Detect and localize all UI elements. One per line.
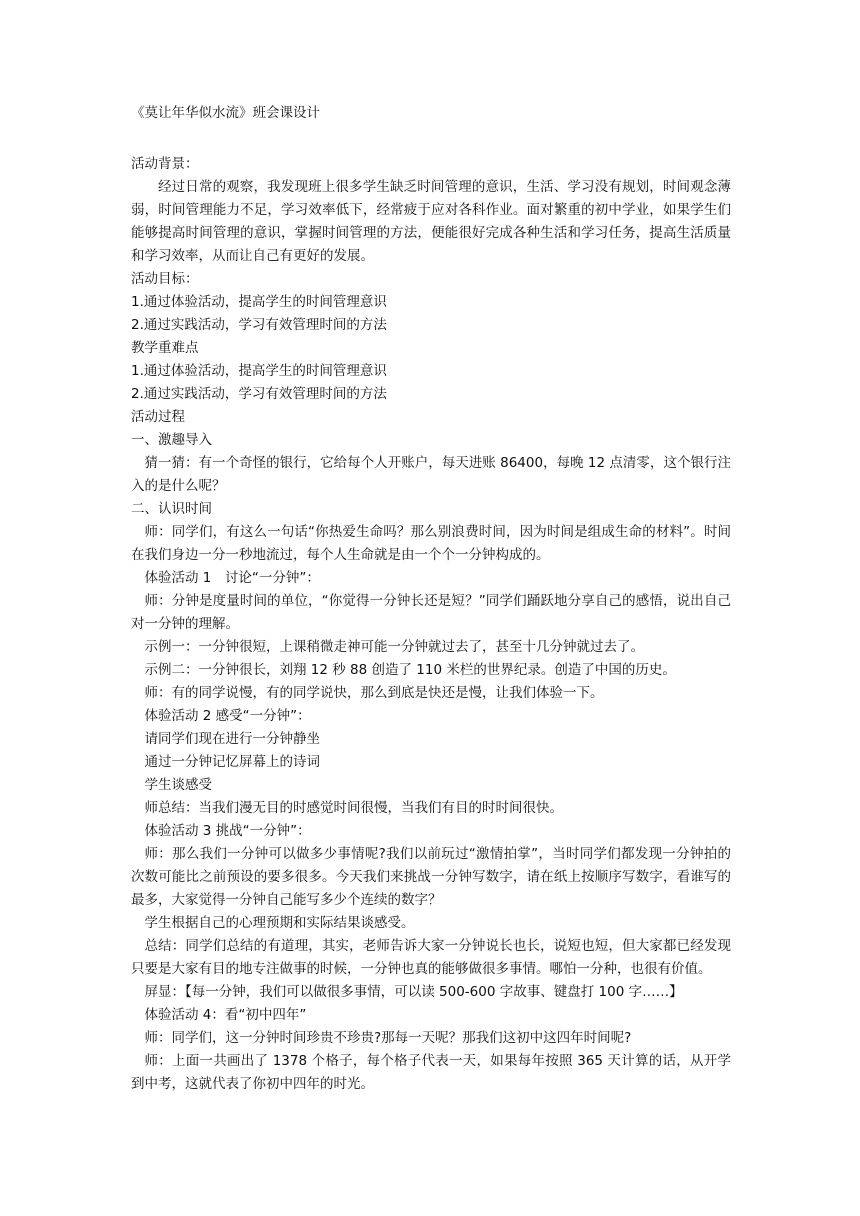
section1-paragraph: 猜一猜：有一个奇怪的银行，它给每个人开账户，每天进账 86400，每晚 12 点清零，这个银行注入的是什么呢？ bbox=[131, 455, 731, 494]
goals-heading: 活动目标： bbox=[131, 271, 199, 287]
activity2-summary-line: 师总结：当我们漫无目的时感觉时间很慢，当我们有目的时时间很快。 bbox=[144, 800, 563, 816]
activity1-heading: 体验活动 1 讨论“一分钟”： bbox=[144, 570, 320, 586]
goal-item: 1.通过体验活动，提高学生的时间管理意识 bbox=[131, 294, 387, 310]
key-point-item: 2.通过实践活动，学习有效管理时间的方法 bbox=[131, 386, 387, 402]
section1-heading: 一、激趣导入 bbox=[131, 432, 212, 448]
activity2-step: 通过一分钟记忆屏幕上的诗词 bbox=[144, 754, 320, 770]
activity3-summary-paragraph: 总结：同学们总结的有道理，其实，老师告诉大家一分钟说长也长，说短也短，但大家都已经发现只要是大家有目的地专注做事的时候，一分钟也真的能够做很多事情。哪怕一分种，也很有价值。 bbox=[131, 938, 731, 977]
process-heading: 活动过程 bbox=[131, 409, 185, 425]
goal-item: 2.通过实践活动，学习有效管理时间的方法 bbox=[131, 317, 387, 333]
key-point-item: 1.通过体验活动，提高学生的时间管理意识 bbox=[131, 363, 387, 379]
screen-display-line: 屏显：【每一分钟，我们可以做很多事情，可以读 500-600 字故事、键盘打 100 字……】 bbox=[144, 984, 683, 1000]
activity4-paragraph: 师：上面一共画出了 1378 个格子，每个格子代表一天，如果每年按照 365 天计算的话，从开学到中考，这就代表了你初中四年的时光。 bbox=[131, 1053, 731, 1092]
activity3-student-line: 学生根据自己的心理预期和实际结果谈感受。 bbox=[144, 915, 415, 931]
background-paragraph: 经过日常的观察，我发现班上很多学生缺乏时间管理的意识，生活、学习没有规划，时间观念薄弱，时间管理能力不足，学习效率低下，经常疲于应对各科作业。面对繁重的初中学业，如果学生们能够提高时间管理的意识，掌握时间管理的方法，便能很好完成各种生活和学习任务，提高生活质量和学习效率，从而让自己有更好的发展。 bbox=[131, 179, 731, 264]
activity1-paragraph: 师：分钟是度量时间的单位，“你觉得一分钟长还是短？”同学们踊跃地分享自己的感悟，说出自己对一分钟的理解。 bbox=[131, 593, 731, 632]
activity4-line: 师：同学们，这一分钟时间珍贵不珍贵?那每一天呢？那我们这初中这四年时间呢? bbox=[144, 1030, 632, 1046]
activity2-step: 学生谈感受 bbox=[144, 777, 212, 793]
section2-intro-paragraph: 师：同学们，有这么一句话“你热爱生命吗？那么别浪费时间，因为时间是组成生命的材料”。时间在我们身边一分一秒地流过，每个人生命就是由一个个一分钟构成的。 bbox=[131, 524, 731, 563]
example2-line: 示例二：一分钟很长，刘翔 12 秒 88 创造了 110 米栏的世界纪录。创造了中国的历史。 bbox=[144, 662, 676, 678]
activity3-heading: 体验活动 3 挑战“一分钟”： bbox=[144, 823, 311, 839]
key-points-heading: 教学重难点 bbox=[131, 340, 199, 356]
example1-line: 示例一：一分钟很短，上课稍微走神可能一分钟就过去了，甚至十几分钟就过去了。 bbox=[144, 639, 644, 655]
activity2-step: 请同学们现在进行一分钟静坐 bbox=[144, 731, 320, 747]
activity2-heading: 体验活动 2 感受“一分钟”： bbox=[144, 708, 311, 724]
document-body bbox=[131, 102, 731, 1096]
activity4-heading: 体验活动 4：看“初中四年” bbox=[144, 1007, 307, 1023]
activity3-paragraph: 师：那么我们一分钟可以做多少事情呢?我们以前玩过“激情拍掌”，当时同学们都发现一分钟拍的次数可能比之前预设的要多很多。今天我们来挑战一分钟写数字，请在纸上按顺序写数字，看谁写的最多，大家觉得一分钟自己能写多少个连续的数字？ bbox=[131, 846, 731, 908]
background-heading: 活动背景： bbox=[131, 156, 199, 172]
activity1-followup-line: 师：有的同学说慢，有的同学说快，那么到底是快还是慢，让我们体验一下。 bbox=[144, 685, 604, 701]
section2-heading: 二、认识时间 bbox=[131, 501, 212, 517]
document-title: 《莫让年华似水流》班会课设计 bbox=[131, 105, 320, 121]
